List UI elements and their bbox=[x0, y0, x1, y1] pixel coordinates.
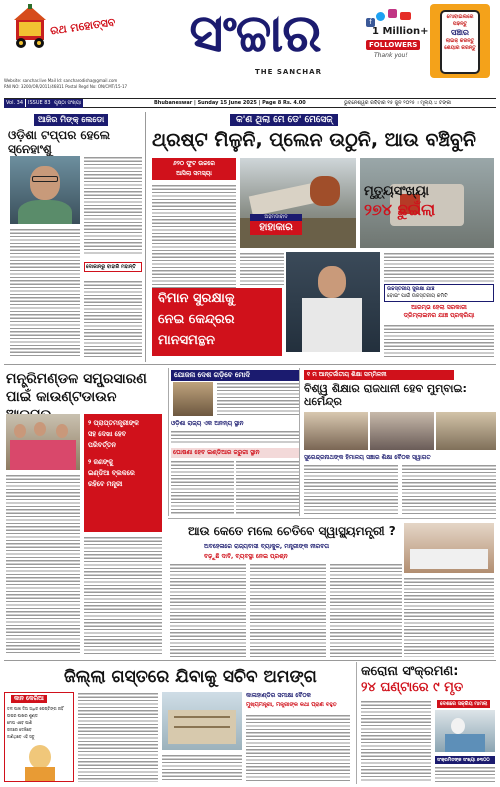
contact-line: Website: sanchar.live Mail Id: sancharodisha@gmail.com bbox=[4, 78, 118, 83]
cartoon-line-2: ଉପର ପାଖର ଶୁଣ୍ଡ bbox=[7, 713, 38, 718]
youtube-icon bbox=[400, 12, 411, 20]
twitter-icon bbox=[376, 12, 385, 21]
instagram-icon bbox=[388, 9, 397, 18]
topper-photo bbox=[10, 156, 80, 224]
side-note-2 bbox=[384, 304, 494, 320]
left-box-label: ଦୋକାନରୁ ବାହାରି ମହାନ୍ତି bbox=[84, 262, 142, 272]
safety-line-3: ମାନସମନ୍ଥନ bbox=[158, 333, 215, 348]
left-headline: ଓଡ଼ିଶା ଟପ୍ପର ହେଲେ ସ୍ନେହାଂଶୁ bbox=[8, 128, 111, 156]
masthead bbox=[0, 0, 500, 96]
secretary-story bbox=[4, 662, 352, 784]
reg-line: RNI NO: 3200/OR/2011/46811 Postal Regd No: ON/CMT/15-17 bbox=[4, 84, 128, 89]
mid-headline-3: ଘୋଷଣା ହେବ ଇଣ୍ଡିଆର ଜରୁରୀ ସ୍ଥାନ bbox=[171, 448, 299, 458]
altitude-line-1: ୬୨୦ ଫୁଟ ଉଚ୍ଚରେ bbox=[173, 160, 215, 167]
edu-headline: ବିଶ୍ୱ ଶିକ୍ଷାର ରାଜଧାନୀ ହେବ ମୁମ୍ବାଇ: ଧର୍ମେନ୍ଦ୍ର bbox=[304, 382, 467, 408]
ad-line-1: ମୋବାଇଲରେ bbox=[446, 14, 474, 20]
cabinet-photo bbox=[6, 414, 80, 470]
cartoon-line-5: ଜାଣିଥିବେ ଏହି ସବୁ bbox=[7, 734, 35, 739]
health-story bbox=[168, 518, 496, 658]
health-sub-2: ବଢ଼ୁଛି ଦାବି, ବ୍ୟବସ୍ଥା ନେଇ ପ୍ରଶ୍ନ bbox=[204, 553, 288, 560]
health-headline: ଆଉ କେତେ ମଲେ ଚେତିବେ ସ୍ୱାସ୍ଥ୍ୟମନ୍ତ୍ରୀ ? bbox=[188, 524, 396, 538]
odia-date: ଭୁବନେଶ୍ୱର ରବିବାର ୧୫ ଜୁନ ୨୦୨୫ । ମୂଲ୍ୟ ୪ ଟଙ୍କା bbox=[344, 100, 452, 106]
volume: Vol. 34 bbox=[6, 100, 24, 106]
ad-line-4: ଲାଇକ୍ କରନ୍ତୁ bbox=[445, 38, 475, 44]
mid-photo bbox=[173, 382, 213, 416]
cartoon-figure bbox=[29, 745, 51, 769]
issue: ISSUE 83 bbox=[28, 100, 51, 106]
secretariat-photo bbox=[162, 692, 242, 750]
cabinet-box-1: ୨ ପ୍ରାପ୍ତମନ୍ତ୍ରୀଙ୍କ bbox=[88, 419, 139, 427]
edu-tag: ୧ ମ ଆନ୍ତର୍ଜାତୀୟ ଶିକ୍ଷା ସମ୍ମିଳନୀ bbox=[304, 370, 454, 380]
masthead-title: ସଂଚ୍ଚାର bbox=[189, 4, 321, 64]
safety-line-2: ନେଇ କେନ୍ଦ୍ରର bbox=[158, 312, 235, 327]
left-kicker: ଆଜିର ମିଙ୍କ୍ ଲେଡୋ bbox=[34, 114, 108, 126]
facebook-icon: f bbox=[366, 18, 375, 27]
cabinet-story bbox=[4, 368, 164, 658]
cabinet-headline: ମନ୍ତ୍ରିମଣ୍ଡଳ ସମ୍ପ୍ରସାରଣ ପାଇଁ କାଉଣ୍ଟଡାଉନ bbox=[6, 371, 147, 405]
secretary-headline: ଜିଲ୍ଲା ଗସ୍ତରେ ଯିବାକୁ ସଚିବ ଅମଙ୍ଗ bbox=[64, 667, 317, 687]
edu-story bbox=[304, 368, 496, 516]
pages: ପୃଷ୍ଠା ସଂଖ୍ୟା bbox=[54, 100, 82, 106]
mid-column bbox=[168, 368, 300, 516]
rath-caption: ରଥ ମହୋତ୍ସବ bbox=[49, 15, 117, 38]
covid-photo bbox=[435, 710, 495, 752]
safety-box bbox=[152, 288, 282, 356]
crash-story bbox=[150, 112, 496, 362]
cartoon-line-3: ମେଘ ଏବେ ପାଣି bbox=[7, 720, 33, 725]
cartoon-line-4: ରଜରେ ଦେଖିବେ bbox=[7, 727, 32, 732]
altitude-box bbox=[152, 158, 236, 180]
badge-top: ଅହମଦାବାଦ bbox=[250, 214, 302, 221]
mid-headline-1: ଯୋଜନା ଦେଶ ଗଡ଼ିବେ ମୋଦି bbox=[171, 370, 299, 381]
covid-story bbox=[356, 662, 496, 784]
crash-kicker: କ'ଣ ଥିଲା ମେ ଡେ' ମେସେଜ୍ bbox=[230, 114, 338, 126]
cabinet-box bbox=[84, 414, 162, 532]
side-note-1 bbox=[384, 284, 494, 302]
side-note-1-title: ଉଚ୍ଚସ୍ତରୀୟ ସୁରକ୍ଷା ଯାଞ୍ଚ bbox=[387, 286, 435, 292]
masthead-subtitle: THE SANCHAR bbox=[255, 68, 322, 76]
edu-photo-1 bbox=[304, 412, 368, 450]
left-column bbox=[4, 112, 146, 362]
toll-value: ୨୭୪ ଛୁଇଁଲା bbox=[364, 200, 436, 219]
health-sub-1: ଅବହେଳାରେ ରାଜ୍ୟବାସୀ ବ୍ୟାକୁଳ, ମନ୍ତ୍ରୀଙ୍କ ନୀରବତା bbox=[204, 543, 330, 550]
edu-photo-3 bbox=[436, 412, 496, 450]
cabinet-box-4: ୨ ଜଣଙ୍କୁ bbox=[88, 458, 114, 466]
ad-followers-label: FOLLOWERS bbox=[366, 40, 420, 50]
mid-headline-2: ଓଡ଼ିଶା ରାଜ୍ୟ ଏକ ଅନନ୍ୟ ସ୍ଥାନ bbox=[171, 420, 244, 427]
hospital-photo bbox=[404, 523, 494, 573]
side-note-2-line-1: ଆରମ୍ଭ ହେଲା ସରକାରୀ bbox=[411, 304, 467, 311]
minister-photo bbox=[286, 252, 380, 352]
cartoon bbox=[4, 692, 74, 782]
safety-line-1: ବିମାନ ସୁରକ୍ଷାକୁ bbox=[158, 291, 235, 306]
badge-bottom: ହାହାକାର bbox=[250, 221, 302, 235]
ad-mobile bbox=[430, 4, 490, 78]
cabinet-box-5: ଇଣ୍ଡିଆ ବ୍ଲକରେ bbox=[88, 469, 135, 477]
secretary-sub-2: ମୁଖ୍ୟମନ୍ତ୍ରୀ, ମନ୍ତ୍ରୀଙ୍କ କଥା ପ୍ରାଣ ବହୁତ bbox=[246, 702, 337, 708]
cabinet-box-3: ପରିବର୍ତ୍ତନ bbox=[88, 441, 116, 449]
toll-label: ମୃତ୍ୟୁସଂଖ୍ୟା bbox=[364, 184, 429, 199]
covid-box: ଦେଶରେ ସକ୍ରିୟ ମାମଲା bbox=[437, 700, 490, 708]
ahmedabad-badge bbox=[250, 214, 302, 235]
edu-sub: ସୁରେନ୍ଦ୍ରନାଥଙ୍କ ହିମାଳୟ ସଞ୍ଚାର ଶିକ୍ଷା ବୈଠକ ସ୍ୱାଗତ bbox=[304, 454, 431, 461]
rath-illustration bbox=[10, 4, 50, 50]
ad-line-2: ପଢନ୍ତୁ bbox=[452, 21, 468, 27]
edu-photo-2 bbox=[370, 412, 434, 450]
ad-thanks: Thank you! bbox=[374, 52, 408, 59]
side-note-1-text: ବୋଇଂ ପାଇଁ ଉଚ୍ଚସ୍ତରୀୟ କମିଟି bbox=[387, 293, 448, 299]
altitude-line-2: ଆସିଲା ସମସ୍ୟା bbox=[176, 170, 212, 177]
ad-followers bbox=[362, 4, 429, 64]
ad-line-3: ସଞ୍ଚାର bbox=[451, 28, 469, 37]
crash-headline: ଥ୍ରଷ୍ଟ ମିଳୁନି, ପ୍ଲେନ ଉଠୁନି, ଆଉ ବଞ୍ଚିବୁନି bbox=[152, 129, 476, 151]
covid-tag: ସଂକ୍ରମିତଙ୍କ ସଂଖ୍ୟା ୭୩୦୦ bbox=[435, 756, 495, 764]
ad-line-5: ଶେୟାର କରନ୍ତୁ bbox=[444, 45, 476, 51]
covid-headline-2: ୨୪ ଘଣ୍ଟାରେ ୯ ମୃତ bbox=[361, 680, 464, 695]
cartoon-line-1: ତଳ ପାଖ ଦିଅ ଅଧିକ ପେଷ୍ଟିଙ୍ଗ ନାହିଁ bbox=[7, 706, 64, 711]
dateline: Bhubaneswar | Sunday 15 June 2025 | Page 8 Rs. 4.00 bbox=[154, 100, 306, 106]
ad-million: 1 Million+ bbox=[372, 26, 429, 37]
cabinet-box-6: ରହିବେ ମନ୍ତ୍ରୀ bbox=[88, 480, 123, 488]
cabinet-box-2: ସହ ଦେଖା ହେବ bbox=[88, 430, 127, 438]
cartoon-tag: କାନ କେରିଆ bbox=[11, 695, 47, 703]
secretary-sub-1: କାଳାହାଣ୍ଡିର ସମୀକ୍ଷା ବୈଠକ bbox=[246, 692, 311, 699]
covid-headline-1: କରୋନା ସଂକ୍ରମଣ: bbox=[361, 664, 459, 679]
date-bar bbox=[4, 98, 496, 108]
side-note-2-line-2: ଡ୍ରିମ୍‌ଲାଇନର ଯାଞ୍ଚ ପ୍ରକ୍ରିୟା bbox=[403, 312, 475, 319]
